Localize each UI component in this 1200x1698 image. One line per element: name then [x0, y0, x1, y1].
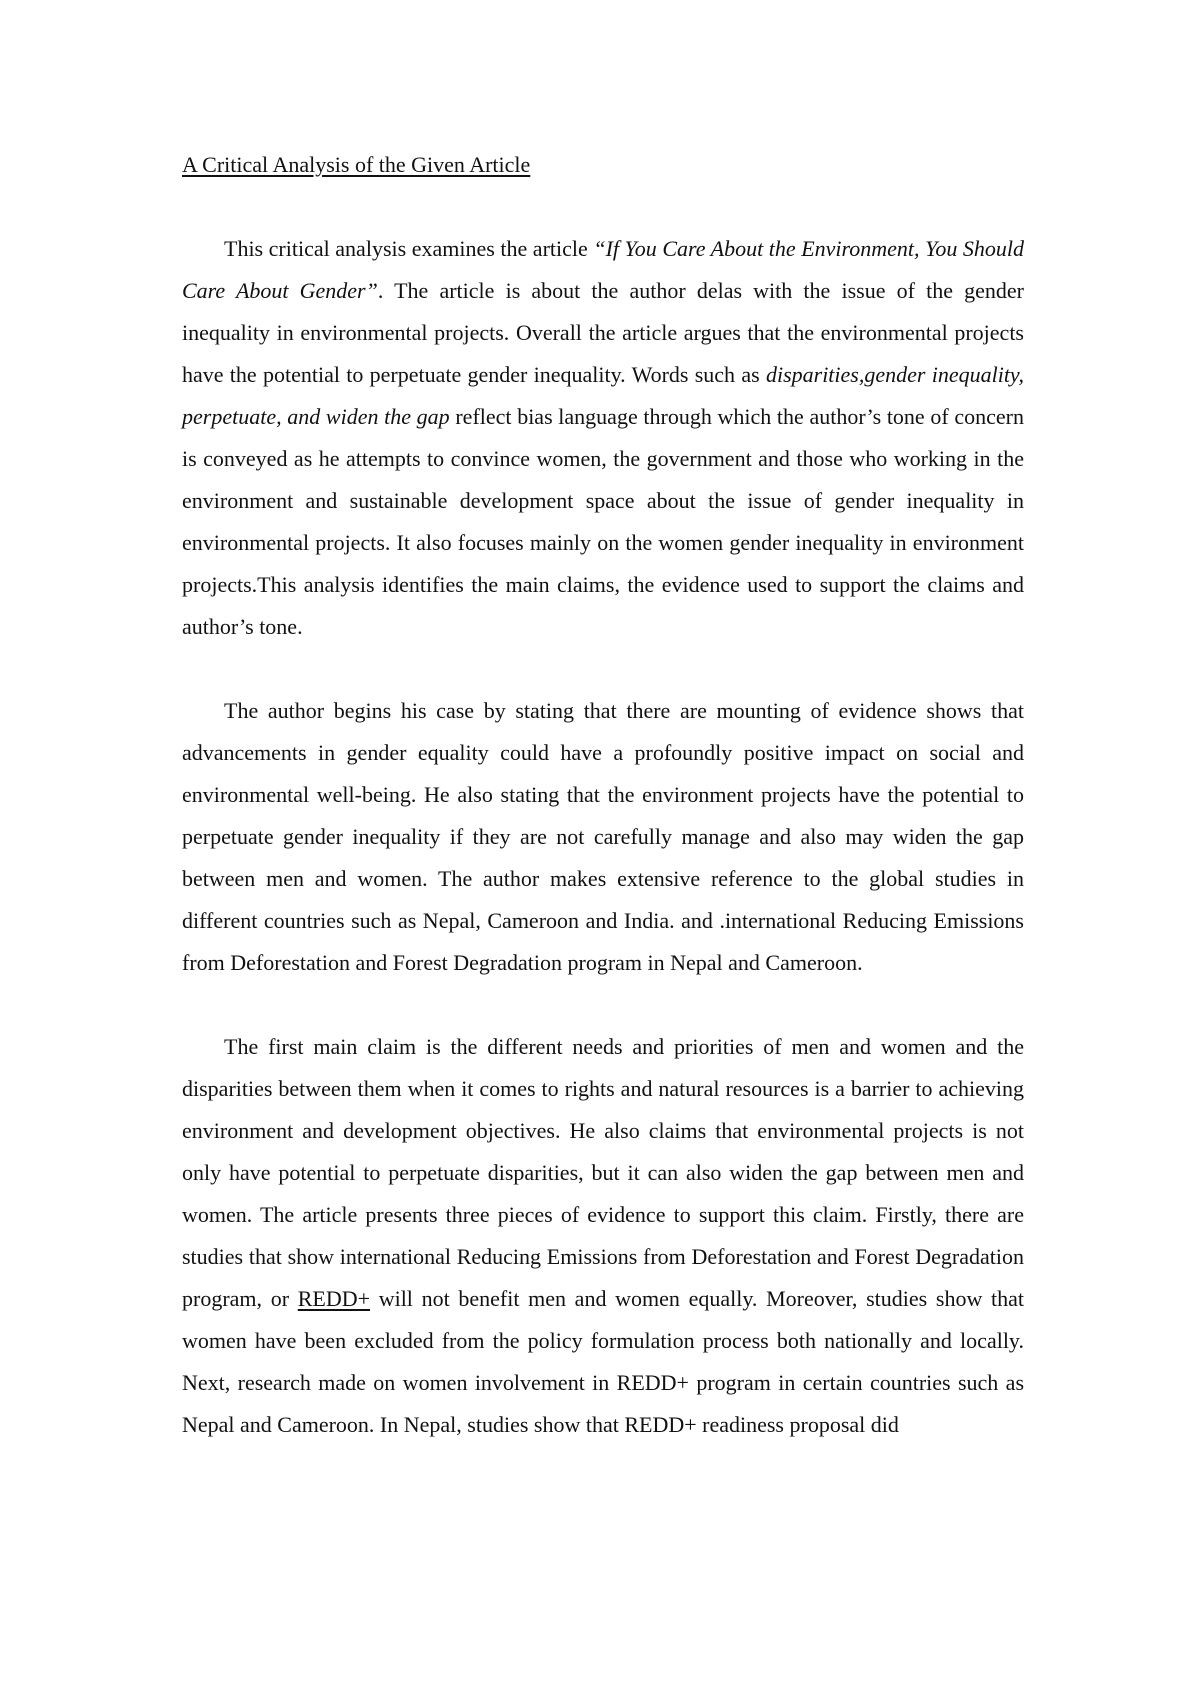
document-title: A Critical Analysis of the Given Article: [182, 152, 531, 177]
intro-text-end: reflect bias language through which the author’s tone of concern is conveyed as he attempts to convince women, the government and those who working in the environment and sustainable development space about the issue of gender inequality in environmental projects. It also focuses mainly on the women gender inequality in environment projects.This analysis identifies the main claims, the evidence used to support the claims and author’s tone.: [182, 404, 1024, 639]
first-claim-text: The first main claim is the different needs and priorities of men and women and the disparities between them when it comes to rights and natural resources is a barrier to achieving environment and development objectives. He also claims that environmental projects is not only have potential to perpetuate disparities, but it can also widen the gap between men and women. The article presents three pieces of evidence to support this claim. Firstly, there are studies that show international Reducing Emissions from Deforestation and Forest Degradation program, or: [182, 1034, 1024, 1311]
article-title: “If You Care About the Environment, You Should Care About Gender”: [182, 236, 1024, 303]
paragraph-first-claim: [182, 1026, 1024, 1446]
first-claim-text-continued: will not benefit men and women equally. Moreover, studies show that women have been excluded from the policy formulation process both nationally and locally. Next, research made on women involvement in REDD+ program in certain countries such as Nepal and Cameroon. In Nepal, studies show that REDD+ readiness proposal did: [182, 1286, 1025, 1437]
redd-plus-term: REDD+: [297, 1286, 371, 1311]
highlighted-words: disparities,gender inequality, perpetuate, and widen the gap: [182, 362, 1024, 429]
intro-text: This critical analysis examines the article: [224, 236, 594, 261]
paragraph-introduction: [182, 228, 1024, 648]
intro-text-continued: . The article is about the author delas with the issue of the gender inequality in environmental projects. Overall the article argues that the environmental projects have the potential to perpetuate gender inequality. Words such as: [182, 278, 1024, 387]
paragraph-author-case: The author begins his case by stating that there are mounting of evidence shows that advancements in gender equality could have a profoundly positive impact on social and environmental well-being. He also stating that the environment projects have the potential to perpetuate gender inequality if they are not carefully manage and also may widen the gap between men and women. The author makes extensive reference to the global studies in different countries such as Nepal, Cameroon and India. and .international Reducing Emissions from Deforestation and Forest Degradation program in Nepal and Cameroon.: [182, 698, 1024, 975]
document-body: [182, 144, 1024, 1446]
